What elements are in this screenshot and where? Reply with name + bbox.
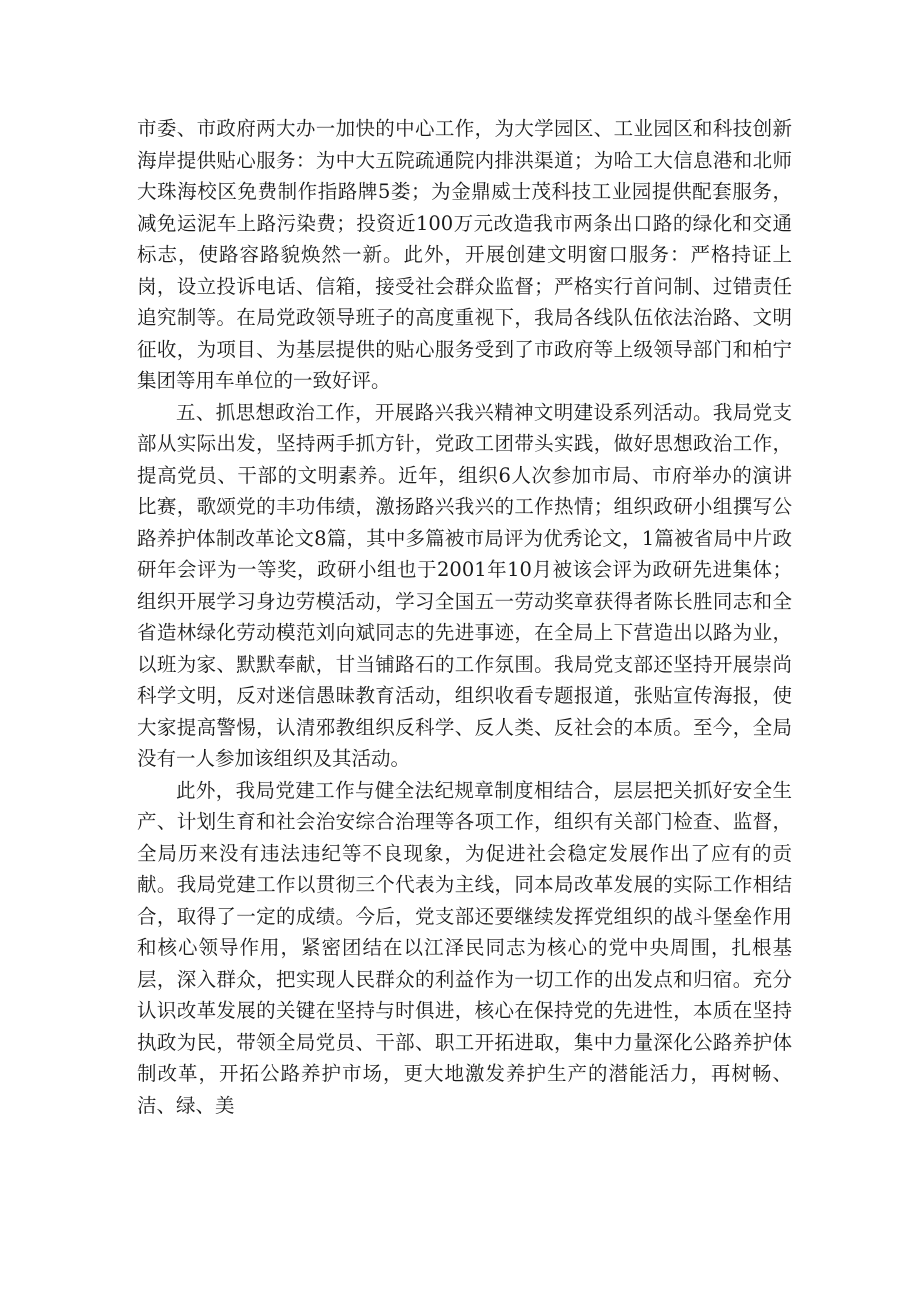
paragraph-conclusion: 此外，我局党建工作与健全法纪规章制度相结合，层层把关抓好安全生产、计划生育和社会治安综合治理等各项工作，组织有关部门检查、监督，全局历来没有违法违纪等不良现象，为促进社会稳定发展作出了应有的贡献。我局党建工作以贯彻三个代表为主线，同本局改革发展的实际工作相结合，取得了一定的成绩。今后，党支部还要继续发挥党组织的战斗堡垒作用和核心领导作用，紧密团结在以江泽民同志为核心的党中央周围，扎根基层，深入群众，把实现人民群众的利益作为一切工作的出发点和归宿。充分认识改革发展的关键在坚持与时俱进，核心在保持党的先进性，本质在坚持执政为民，带领全局党员、干部、职工开拓进取，集中力量深化公路养护体制改革，开拓公路养护市场，更大地激发养护生产的潜能活力，再树畅、洁、绿、美 bbox=[137, 778, 792, 1117]
paragraph-section-five: 五、抓思想政治工作，开展路兴我兴精神文明建设系列活动。我局党支部从实际出发，坚持两手抓方针，党政工团带头实践，做好思想政治工作，提高党员、干部的文明素养。近年，组织6人次参加市局、市府举办的演讲比赛，歌颂党的丰功伟绩，激扬路兴我兴的工作热情；组织政研小组撰写公路养护体制改革论文8篇，其中多篇被市局评为优秀论文，1篇被省局中片政研年会评为一等奖，政研小组也于2001年10月被该会评为政研先进集体；组织开展学习身边劳模活动，学习全国五一劳动奖章获得者陈长胜同志和全省造林绿化劳动模范刘向斌同志的先进事迹，在全局上下营造出以路为业，以班为家、默默奉献，甘当铺路石的工作氛围。我局党支部还坚持开展崇尚科学文明，反对迷信愚昧教育活动，组织收看专题报道，张贴宣传海报，使大家提高警惕，认清邪教组织反科学、反人类、反社会的本质。至今，全局没有一人参加该组织及其活动。 bbox=[137, 400, 792, 770]
paragraph-continuation: 市委、市政府两大办一加快的中心工作，为大学园区、工业园区和科技创新海岸提供贴心服务：为中大五院疏通院内排洪渠道；为哈工大信息港和北师大珠海校区免费制作指路牌5娄；为金鼎威士茂科技工业园提供配套服务，减免运泥车上路污染费；投资近100万元改造我市两条出口路的绿化和交通标志，使路容路貌焕然一新。此外，开展创建文明窗口服务：严格持证上岗，设立投诉电话、信箱，接受社会群众监督；严格实行首问制、过错责任追究制等。在局党政领导班子的高度重视下，我局各线队伍依法治路、文明征收，为项目、为基层提供的贴心服务受到了市政府等上级领导部门和柏宁集团等用车单位的一致好评。 bbox=[137, 117, 792, 392]
document-body bbox=[137, 113, 792, 1121]
